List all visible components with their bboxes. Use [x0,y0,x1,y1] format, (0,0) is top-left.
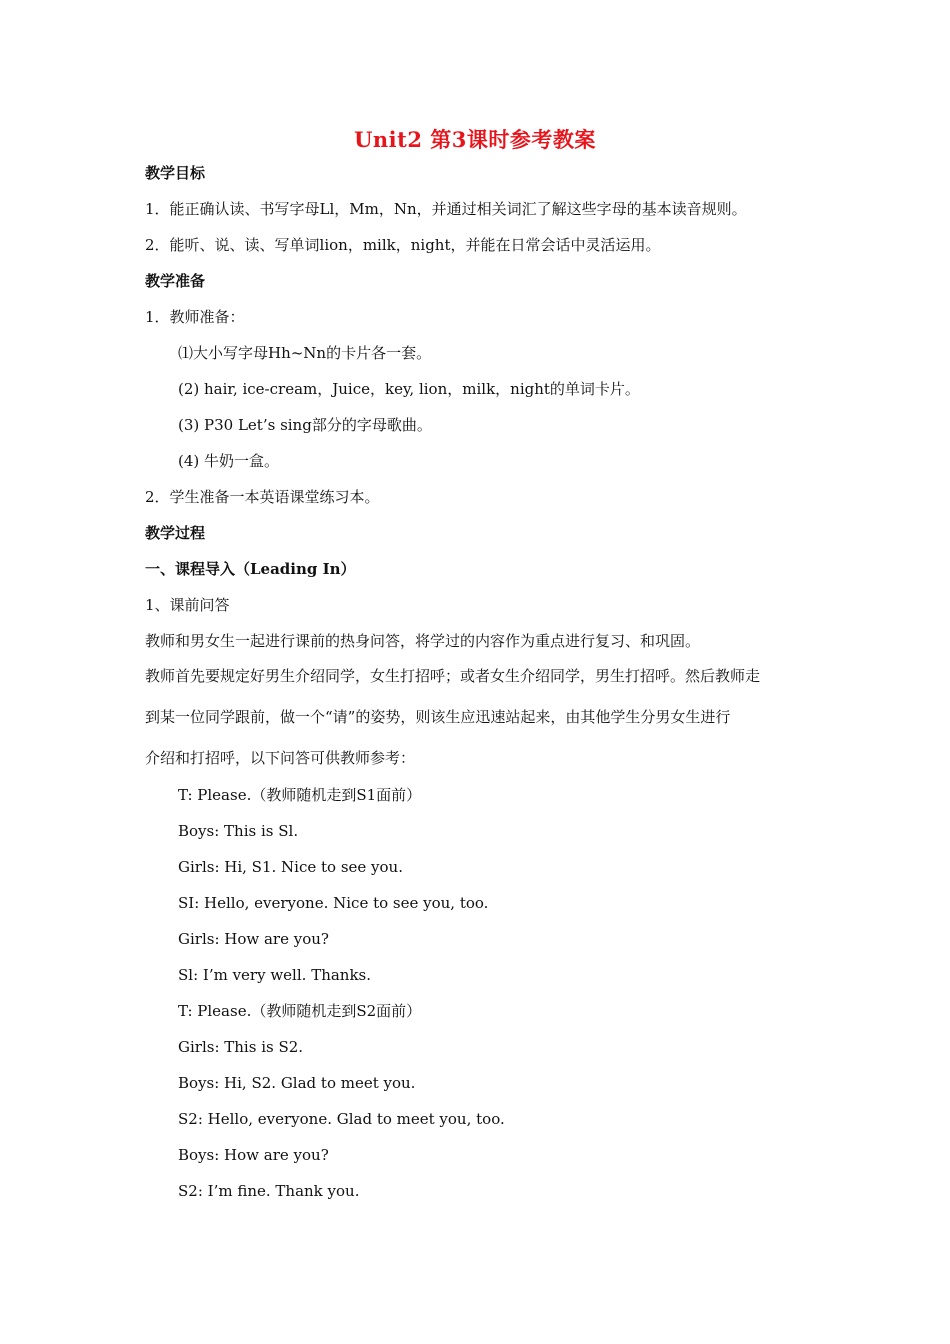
dialogue-line: Girls: How are you? [178,930,329,948]
objective-item: 1．能正确认读、书写字母Ll，Mm，Nn，并通过相关词汇了解这些字母的基本读音规则。 [145,200,747,218]
paragraph-line: 到某一位同学跟前，做一个“请”的姿势，则该生应迅速站起来，由其他学生分男女生进行 [145,708,731,726]
dialogue-line: S2: I’m fine. Thank you. [178,1182,360,1200]
dialogue-line: Sl: I’m very well. Thanks. [178,966,372,984]
part1-paragraph [145,666,810,789]
process-heading: 教学过程 [145,524,206,542]
dialogue-line: T: Please.（教师随机走到S1面前） [178,786,422,804]
student-prep: 2．学生准备一本英语课堂练习本。 [145,488,380,506]
part1-intro: 教师和男女生一起进行课前的热身问答，将学过的内容作为重点进行复习、和巩固。 [145,632,701,650]
dialogue-line: Boys: Hi, S2. Glad to meet you. [178,1074,416,1092]
prep-item: (4) 牛奶一盒。 [178,452,280,470]
objective-item: 2．能听、说、读、写单词lion，milk，night，并能在日常会话中灵活运用。 [145,236,661,254]
teacher-prep-label: 1．教师准备： [145,308,245,326]
dialogue-line: Boys: This is Sl. [178,822,299,840]
dialogue-line: T: Please.（教师随机走到S2面前） [178,1002,422,1020]
part1-subheading: 1、课前问答 [145,596,230,614]
part1-heading: 一、课程导入（Leading In） [145,560,356,578]
objectives-heading: 教学目标 [145,164,206,182]
paragraph-line: 教师首先要规定好男生介绍同学，女生打招呼；或者女生介绍同学，男生打招呼。然后教师走 [145,667,761,685]
prep-item: (2) hair, ice-cream，Juice，key, lion，milk，night的单词卡片。 [178,380,640,398]
dialogue-line: Girls: This is S2. [178,1038,304,1056]
dialogue-line: Girls: Hi, S1. Nice to see you. [178,858,403,876]
dialogue-line: SI: Hello, everyone. Nice to see you, too. [178,894,489,912]
paragraph-line: 介绍和打招呼，以下问答可供教师参考： [145,749,416,767]
document-title: Unit2 第3课时参考教案 [354,127,596,152]
dialogue-line: S2: Hello, everyone. Glad to meet you, too. [178,1110,505,1128]
prep-item: ⑴大小写字母Hh~Nn的卡片各一套。 [178,344,432,362]
preparation-heading: 教学准备 [145,272,206,290]
dialogue-line: Boys: How are you? [178,1146,329,1164]
prep-item: (3) P30 Let’s sing部分的字母歌曲。 [178,416,432,434]
